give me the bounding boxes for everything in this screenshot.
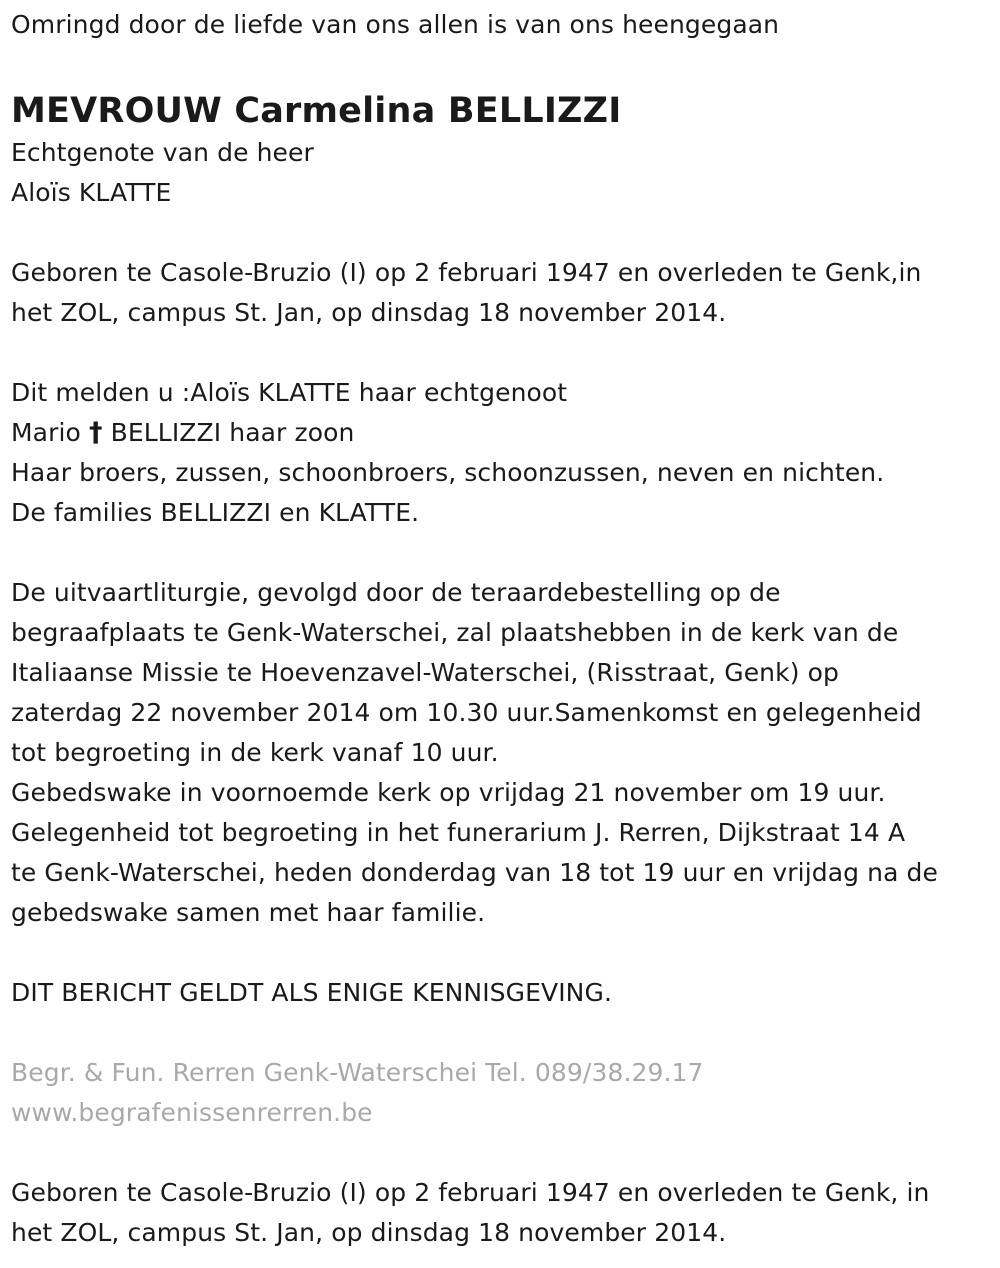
paragraph-line: het ZOL, campus St. Jan, op dinsdag 18 november 2014. — [11, 1218, 727, 1247]
spacer — [11, 213, 991, 253]
spouse-label: Echtgenote van de heer — [11, 138, 314, 167]
spacer — [11, 533, 991, 573]
spacer — [11, 1133, 991, 1173]
paragraph-line: Geboren te Casole-Bruzio (I) op 2 februari 1947 en overleden te Genk,in — [11, 258, 922, 287]
birth-death-paragraph — [11, 253, 991, 333]
cross-icon: † — [88, 417, 103, 448]
birth-death-repeat-paragraph — [11, 1173, 991, 1253]
deceased-name: MEVROUW Carmelina BELLIZZI — [11, 91, 622, 131]
paragraph-line: begraafplaats te Genk-Waterschei, zal plaatshebben in de kerk van de — [11, 618, 899, 647]
undertaker-website: www.begrafenissenrerren.be — [11, 1098, 373, 1127]
paragraph-line: Gebedswake in voornoemde kerk op vrijdag 21 november om 19 uur. — [11, 778, 886, 807]
spacer — [11, 933, 991, 973]
undertaker-contact: Begr. & Fun. Rerren Genk-Waterschei Tel. 089/38.29.17 — [11, 1058, 704, 1087]
paragraph-line: het ZOL, campus St. Jan, op dinsdag 18 november 2014. — [11, 298, 727, 327]
announcers-paragraph — [11, 373, 991, 533]
paragraph-line: te Genk-Waterschei, heden donderdag van 18 tot 19 uur en vrijdag na de — [11, 858, 939, 887]
spacer — [11, 333, 991, 373]
paragraph-line: De uitvaartliturgie, gevolgd door de teraardebestelling op de — [11, 578, 781, 607]
paragraph-line: tot begroeting in de kerk vanaf 10 uur. — [11, 738, 499, 767]
son-first-name: Mario — [11, 418, 81, 447]
announcer-relatives: Haar broers, zussen, schoonbroers, schoonzussen, neven en nichten. — [11, 458, 885, 487]
announcer-spouse: Dit melden u :Aloïs KLATTE haar echtgenoot — [11, 378, 568, 407]
announcer-families: De families BELLIZZI en KLATTE. — [11, 498, 420, 527]
obituary-notice — [11, 0, 991, 1253]
closing-statement: DIT BERICHT GELDT ALS ENIGE KENNISGEVING. — [11, 978, 612, 1007]
paragraph-line: Gelegenheid tot begroeting in het funerarium J. Rerren, Dijkstraat 14 A — [11, 818, 906, 847]
spacer — [11, 1013, 991, 1053]
announcer-son — [11, 413, 991, 453]
paragraph-line: Geboren te Casole-Bruzio (I) op 2 februari 1947 en overleden te Genk, in — [11, 1178, 930, 1207]
son-surname: BELLIZZI haar zoon — [110, 418, 355, 447]
undertaker-info — [11, 1053, 991, 1133]
paragraph-line: zaterdag 22 november 2014 om 10.30 uur.Samenkomst en gelegenheid — [11, 698, 922, 727]
funeral-paragraph — [11, 573, 991, 933]
spouse-name: Aloïs KLATTE — [11, 178, 172, 207]
paragraph-line: Italiaanse Missie te Hoevenzavel-Waterschei, (Risstraat, Genk) op — [11, 658, 839, 687]
paragraph-line: gebedswake samen met haar familie. — [11, 898, 486, 927]
intro-text: Omringd door de liefde van ons allen is van ons heengegaan — [11, 10, 780, 39]
